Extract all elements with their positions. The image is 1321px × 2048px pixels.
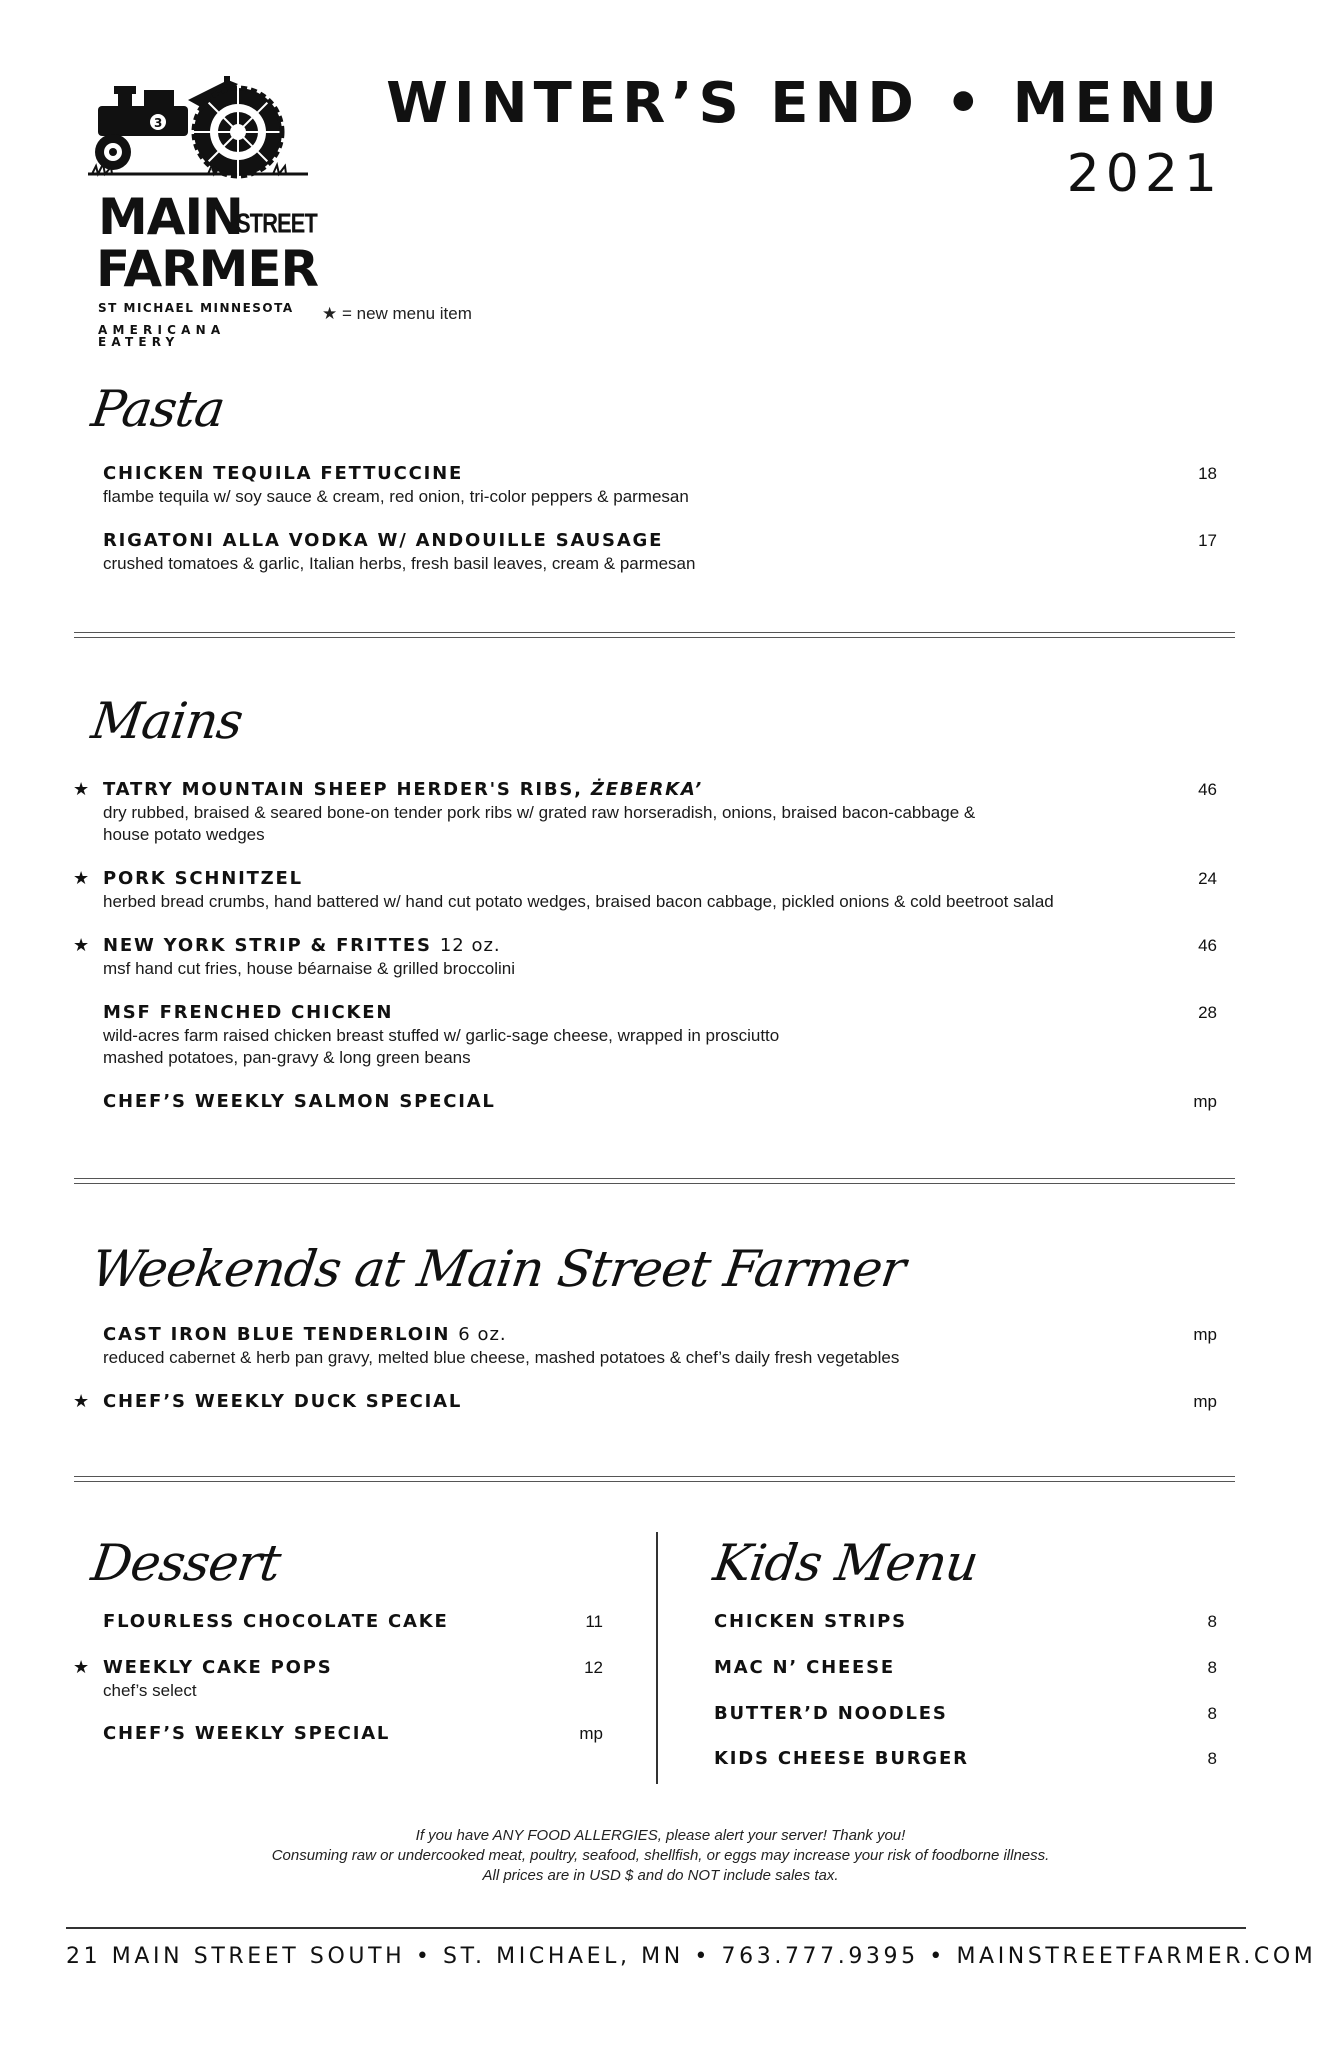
item-name: WEEKLY CAKE POPS [103, 1657, 333, 1678]
item-name: MAC N’ CHEESE [714, 1657, 896, 1678]
item-description: mashed potatoes, pan-gravy & long green beans [103, 1048, 471, 1067]
new-item-star-icon: ★ [73, 868, 90, 889]
logo-farmer: FARMER [96, 240, 319, 298]
item-name: BUTTER’D NOODLES [714, 1703, 948, 1724]
item-price: mp [1193, 1092, 1217, 1111]
menu-item [73, 867, 1217, 913]
item-description: chef’s select [103, 1681, 197, 1700]
menu-item [103, 1323, 1217, 1369]
logo-tagline: AMERICANA EATERY [98, 323, 226, 349]
menu-item [714, 1702, 1217, 1726]
menu-item [103, 529, 1217, 575]
item-name: CHEF’S WEEKLY DUCK SPECIAL [103, 1391, 463, 1412]
allergy-note: If you have ANY FOOD ALLERGIES, please alert your server! Thank you! [415, 1827, 906, 1844]
new-item-star-icon: ★ [73, 935, 90, 956]
item-name: MSF FRENCHED CHICKEN [103, 1002, 394, 1023]
new-item-legend: ★ = new menu item [322, 304, 472, 323]
logo-main: MAIN [98, 188, 243, 246]
item-description: flambe tequila w/ soy sauce & cream, red onion, tri-color peppers & parmesan [103, 487, 689, 506]
menu-item [73, 778, 1217, 846]
section-heading-mains: Mains [87, 692, 246, 750]
section-divider [74, 1476, 1235, 1482]
item-name: CHEF’S WEEKLY SALMON SPECIAL [103, 1091, 496, 1112]
logo-street: STREET [236, 207, 317, 239]
column-divider [656, 1532, 658, 1784]
section-heading-pasta: Pasta [87, 380, 228, 438]
menu-item [73, 1656, 603, 1702]
new-item-star-icon: ★ [73, 1657, 90, 1678]
menu-item [73, 934, 1217, 980]
item-description: msf hand cut fries, house béarnaise & grilled broccolini [103, 959, 515, 978]
item-price: mp [579, 1724, 603, 1743]
item-name: CHICKEN STRIPS [714, 1611, 907, 1632]
item-name: CHEF’S WEEKLY SPECIAL [103, 1723, 391, 1744]
section-divider [74, 632, 1235, 638]
footer-divider [66, 1927, 1246, 1929]
item-price: 8 [1207, 1658, 1217, 1677]
new-item-star-icon: ★ [73, 779, 90, 800]
item-price: 24 [1198, 869, 1217, 888]
item-note: 6 oz. [458, 1324, 507, 1345]
menu-item [714, 1747, 1217, 1771]
svg-text:3: 3 [154, 116, 163, 130]
item-description: wild-acres farm raised chicken breast stuffed w/ garlic-sage cheese, wrapped in prosciutto [103, 1026, 780, 1045]
logo-location: ST MICHAEL MINNESOTA [98, 301, 294, 315]
menu-item [714, 1656, 1217, 1680]
menu-year: 2021 [1066, 144, 1223, 204]
menu-item [103, 462, 1217, 508]
item-price: 12 [584, 1658, 603, 1677]
item-name: NEW YORK STRIP & FRITTES 12 oz. [103, 935, 501, 956]
logo [88, 70, 319, 349]
item-price: 28 [1198, 1003, 1217, 1022]
food-safety-note: Consuming raw or undercooked meat, poultry, seafood, shellfish, or eggs may increase your risk of foodborne illness. [271, 1847, 1050, 1864]
menu-item [714, 1610, 1217, 1634]
item-name: RIGATONI ALLA VODKA W/ ANDOUILLE SAUSAGE [103, 530, 664, 551]
menu-item [103, 1722, 603, 1746]
item-description: dry rubbed, braised & seared bone-on tender pork ribs w/ grated raw horseradish, onions, braised bacon-cabbage & [103, 803, 976, 822]
menu-item [103, 1090, 1217, 1114]
item-name: CAST IRON BLUE TENDERLOIN 6 oz. [103, 1324, 507, 1345]
section-heading-dessert: Dessert [87, 1534, 284, 1592]
item-name: TATRY MOUNTAIN SHEEP HERDER'S RIBS, ŻEBERKA’ [103, 779, 704, 800]
menu-item [103, 1610, 603, 1634]
item-description: crushed tomatoes & garlic, Italian herbs, fresh basil leaves, cream & parmesan [103, 554, 696, 573]
item-name: PORK SCHNITZEL [103, 868, 303, 889]
item-price: 46 [1198, 936, 1217, 955]
item-description: herbed bread crumbs, hand battered w/ hand cut potato wedges, braised bacon cabbage, pickled onions & cold beetroot salad [103, 892, 1054, 911]
item-description: reduced cabernet & herb pan gravy, melted blue cheese, mashed potatoes & chef’s daily fresh vegetables [103, 1348, 900, 1367]
page-title: WINTER’S END • MENU [386, 71, 1223, 136]
item-name: FLOURLESS CHOCOLATE CAKE [103, 1611, 449, 1632]
menu-item [73, 1390, 1217, 1414]
item-price: 11 [585, 1612, 603, 1631]
new-item-star-icon: ★ [73, 1391, 90, 1412]
menu-item [103, 1001, 1217, 1069]
item-price: mp [1193, 1392, 1217, 1411]
item-price: 8 [1207, 1704, 1217, 1723]
section-heading-weekends: Weekends at Main Street Farmer [87, 1240, 909, 1298]
price-note: All prices are in USD $ and do NOT include sales tax. [482, 1867, 839, 1884]
item-price: 46 [1198, 780, 1217, 799]
item-price: 8 [1207, 1612, 1217, 1631]
section-divider [74, 1178, 1235, 1184]
item-name: CHICKEN TEQUILA FETTUCCINE [103, 463, 464, 484]
item-price: 8 [1207, 1749, 1217, 1768]
tractor-icon [88, 70, 308, 180]
item-note: 12 oz. [439, 935, 501, 956]
item-description: house potato wedges [103, 825, 265, 844]
contact-footer: 21 MAIN STREET SOUTH • ST. MICHAEL, MN • 763.777.9395 • MAINSTREETFARMER.COM [66, 1944, 1317, 1969]
item-price: mp [1193, 1325, 1217, 1344]
section-heading-kids: Kids Menu [709, 1534, 982, 1592]
item-name: KIDS CHEESE BURGER [714, 1748, 969, 1769]
item-price: 17 [1198, 531, 1217, 550]
item-price: 18 [1198, 464, 1217, 483]
item-name-emphasis: ŻEBERKA’ [590, 779, 704, 800]
